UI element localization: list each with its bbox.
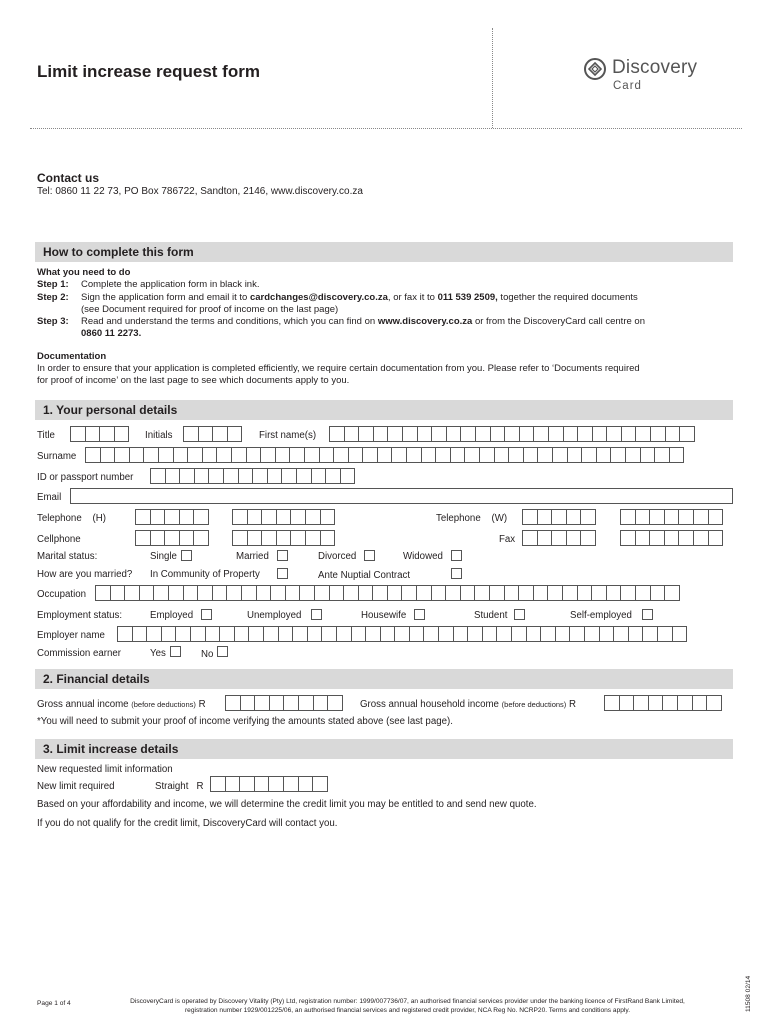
step-text: , or fax it to xyxy=(387,291,438,303)
fold-line-horizontal xyxy=(30,128,742,129)
documentation-text: for proof of income’ on the last page to see which documents apply to you. xyxy=(37,375,350,387)
step-text: Complete the application form in black ink. xyxy=(81,279,260,291)
discovery-logo xyxy=(580,55,720,97)
employer-name-label: Employer name xyxy=(37,630,105,641)
telephone-w-number-input[interactable] xyxy=(620,509,722,525)
new-limit-info-label: New requested limit information xyxy=(37,764,173,775)
discovery-diamond-icon xyxy=(584,58,606,80)
fax-number-input[interactable] xyxy=(620,530,722,546)
contact-details: Tel: 0860 11 22 73, PO Box 786722, Sandton, 2146, www.discovery.co.za xyxy=(37,186,363,197)
unemployed-checkbox[interactable] xyxy=(311,609,322,620)
no-label: No xyxy=(201,649,214,660)
form-code: 11508 02/14 xyxy=(745,975,752,1012)
commission-earner-label: Commission earner xyxy=(37,648,121,659)
documentation-heading: Documentation xyxy=(37,350,107,362)
website-link[interactable]: www.discovery.co.za xyxy=(377,316,473,328)
surname-input[interactable] xyxy=(85,447,683,463)
married-checkbox[interactable] xyxy=(277,550,288,561)
instructions-block xyxy=(37,267,737,388)
cellphone-label: Cellphone xyxy=(37,534,81,545)
telephone-h-label: Telephone (H) xyxy=(37,513,106,524)
widowed-checkbox[interactable] xyxy=(451,550,462,561)
step-text: Sign the application form and email it to xyxy=(81,291,250,303)
logo-wordmark: Discovery xyxy=(612,57,698,78)
id-label: ID or passport number xyxy=(37,472,134,483)
contact-heading: Contact us xyxy=(37,171,100,185)
cellphone-number-input[interactable] xyxy=(232,530,334,546)
no-checkbox[interactable] xyxy=(217,646,228,657)
documentation-text: In order to ensure that your application is completed efficiently, we require certain documentation from you. Please refer to ‘Documents required xyxy=(37,363,640,375)
student-label: Student xyxy=(474,610,508,621)
widowed-label: Widowed xyxy=(403,551,443,562)
section-heading: 1. Your personal details xyxy=(43,403,178,417)
section-financial-details xyxy=(35,669,733,689)
community-checkbox[interactable] xyxy=(277,568,288,579)
fax-label: Fax xyxy=(499,534,516,545)
title-label: Title xyxy=(37,430,55,441)
student-checkbox[interactable] xyxy=(514,609,525,620)
legal-line: DiscoveryCard is operated by Discovery Vitality (Pty) Ltd, registration number: 1999/007736/07, an authorised financial services provider under the banking licence of FirstRand Bank Limited, xyxy=(130,998,685,1005)
fax-number: 011 539 2509, xyxy=(437,291,498,303)
form-title: Limit increase request form xyxy=(37,62,260,81)
single-checkbox[interactable] xyxy=(181,550,192,561)
legal-line: registration number 1929/001225/06, an authorised financial services and registered credit provider, NCA Reg No. NCRP20. Terms and conditions apply. xyxy=(184,1007,631,1014)
occupation-input[interactable] xyxy=(95,585,679,601)
ante-nuptial-checkbox[interactable] xyxy=(451,568,462,579)
email-input[interactable] xyxy=(70,488,733,504)
divorced-checkbox[interactable] xyxy=(364,550,375,561)
contact-notice-text: If you do not qualify for the credit limit, DiscoveryCard will contact you. xyxy=(37,818,338,829)
email-link[interactable]: cardchanges@discovery.co.za xyxy=(249,291,388,303)
step-label: Step 3: xyxy=(37,316,69,328)
employed-checkbox[interactable] xyxy=(201,609,212,620)
logo-subtitle: Card xyxy=(613,80,642,92)
marital-status-label: Marital status: xyxy=(37,551,98,562)
telephone-w-code-input[interactable] xyxy=(522,509,595,525)
step-text: together the required documents xyxy=(497,291,638,303)
gross-income-input[interactable] xyxy=(225,695,342,711)
initials-input[interactable] xyxy=(183,426,241,442)
housewife-checkbox[interactable] xyxy=(414,609,425,620)
section-heading: 3. Limit increase details xyxy=(43,742,179,756)
section-personal-details xyxy=(35,400,733,420)
telephone-h-number-input[interactable] xyxy=(232,509,334,525)
divorced-label: Divorced xyxy=(318,551,357,562)
email-label: Email xyxy=(37,492,62,503)
step-label: Step 2: xyxy=(37,291,69,303)
step-text: (see Document required for proof of income on the last page) xyxy=(81,303,339,315)
fold-line-vertical xyxy=(492,28,493,128)
single-label: Single xyxy=(150,551,177,562)
step-text: or from the DiscoveryCard call centre on xyxy=(472,316,645,328)
straight-label: Straight R xyxy=(155,781,204,792)
self-employed-label: Self-employed xyxy=(570,610,632,621)
proof-of-income-note: *You will need to submit your proof of income verifying the amounts stated above (see last page). xyxy=(37,716,453,727)
step-label: Step 1: xyxy=(37,279,69,291)
how-married-label: How are you married? xyxy=(37,569,133,580)
legal-footer xyxy=(100,997,715,1015)
page-number: Page 1 of 4 xyxy=(37,1000,71,1007)
section-how-to-complete xyxy=(35,242,733,262)
section-heading: How to complete this form xyxy=(43,245,194,259)
occupation-label: Occupation xyxy=(37,589,87,600)
telephone-h-code-input[interactable] xyxy=(135,509,208,525)
married-label: Married xyxy=(236,551,269,562)
unemployed-label: Unemployed xyxy=(247,610,302,621)
new-limit-required-label: New limit required xyxy=(37,781,115,792)
household-income-input[interactable] xyxy=(604,695,721,711)
section-heading: 2. Financial details xyxy=(43,672,150,686)
title-input[interactable] xyxy=(70,426,128,442)
step-text: Read and understand the terms and conditions, which you can find on xyxy=(81,316,378,328)
initials-label: Initials xyxy=(145,430,173,441)
employer-name-input[interactable] xyxy=(117,626,686,642)
yes-label: Yes xyxy=(150,648,166,659)
gross-income-label: Gross annual income (before deductions) R xyxy=(37,699,206,710)
id-input[interactable] xyxy=(150,468,354,484)
first-names-input[interactable] xyxy=(329,426,694,442)
surname-label: Surname xyxy=(37,451,77,462)
ante-nuptial-label: Ante Nuptial Contract xyxy=(318,570,411,581)
yes-checkbox[interactable] xyxy=(170,646,181,657)
self-employed-checkbox[interactable] xyxy=(642,609,653,620)
community-label: In Community of Property xyxy=(150,569,260,580)
telephone-w-label: Telephone (W) xyxy=(436,513,508,524)
household-income-label: Gross annual household income (before deductions) R xyxy=(360,699,576,710)
section-limit-increase xyxy=(35,739,733,759)
cellphone-code-input[interactable] xyxy=(135,530,208,546)
fax-code-input[interactable] xyxy=(522,530,595,546)
new-limit-input[interactable] xyxy=(210,776,327,792)
housewife-label: Housewife xyxy=(361,610,407,621)
affordability-text: Based on your affordability and income, we will determine the credit limit you may be entitled to and send new quote. xyxy=(37,799,537,810)
instructions-heading: What you need to do xyxy=(37,267,131,278)
first-names-label: First name(s) xyxy=(259,430,317,441)
employment-status-label: Employment status: xyxy=(37,610,123,621)
call-centre-number: 0860 11 2273. xyxy=(81,328,142,340)
employed-label: Employed xyxy=(150,610,194,621)
